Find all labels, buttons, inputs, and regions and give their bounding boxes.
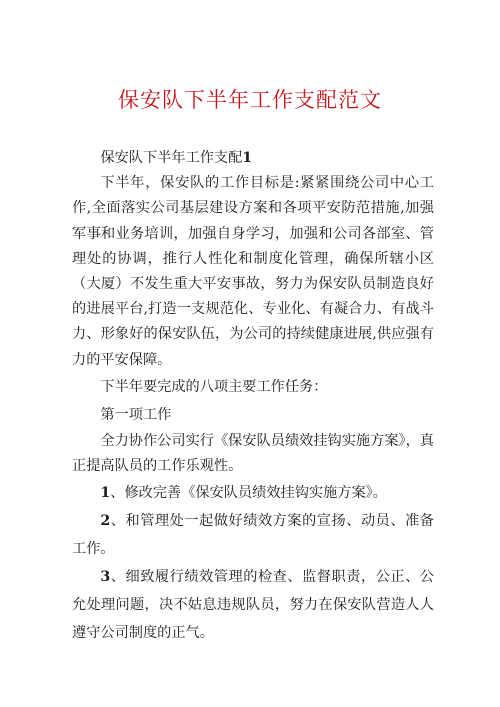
list-item-text: 、和管理处一起做好绩效方案的宣扬、动员、准备工作。 <box>72 513 434 558</box>
document-body <box>72 146 434 647</box>
list-item-number: 2 <box>100 513 111 530</box>
document-title: 保安队下半年工作支配范文 <box>118 88 382 112</box>
paragraph-first-task: 全力协作公司实行《保安队员绩效挂钩实施方案》，真正提高队员的工作乐观性。 <box>72 432 434 475</box>
section-heading <box>72 146 434 171</box>
list-item-number: 1 <box>100 485 111 502</box>
list-item-3 <box>72 563 434 647</box>
section-heading-number: 1 <box>242 150 253 166</box>
list-item-1 <box>72 479 434 507</box>
list-item-text: 、修改完善《保安队员绩效挂钩实施方案》。 <box>110 485 387 502</box>
paragraph-goals: 下半年，保安队的工作目标是:紧紧围绕公司中心工作,全面落实公司基层建设方案和各项平安防范措施,加强军事和业务培训，加强自身学习，加强和公司各部室、管理处的协调，推行人性化和制度化管理，确保所辖小区（大厦）不发生重大平安事故，努力为保安队员制造良好的进展平台,打造一支规范化、专业化、有凝合力、有战斗力、形象好的保安队伍，为公司的持续健康进展,供应强有力的平安保障。 <box>72 175 434 368</box>
paragraph-tasks-intro: 下半年要完成的八项主要工作任务： <box>100 378 328 395</box>
list-item-text: 、细致履行绩效管理的检查、监督职责，公正、公允处理问题，决不姑息违规队员，努力在保安队营造人人遵守公司制度的正气。 <box>72 569 434 642</box>
list-item-2 <box>72 507 434 563</box>
list-item-number: 3 <box>100 569 111 586</box>
paragraph-first-task-heading: 第一项工作 <box>100 406 172 423</box>
section-heading-text: 保安队下半年工作支配 <box>100 150 243 166</box>
